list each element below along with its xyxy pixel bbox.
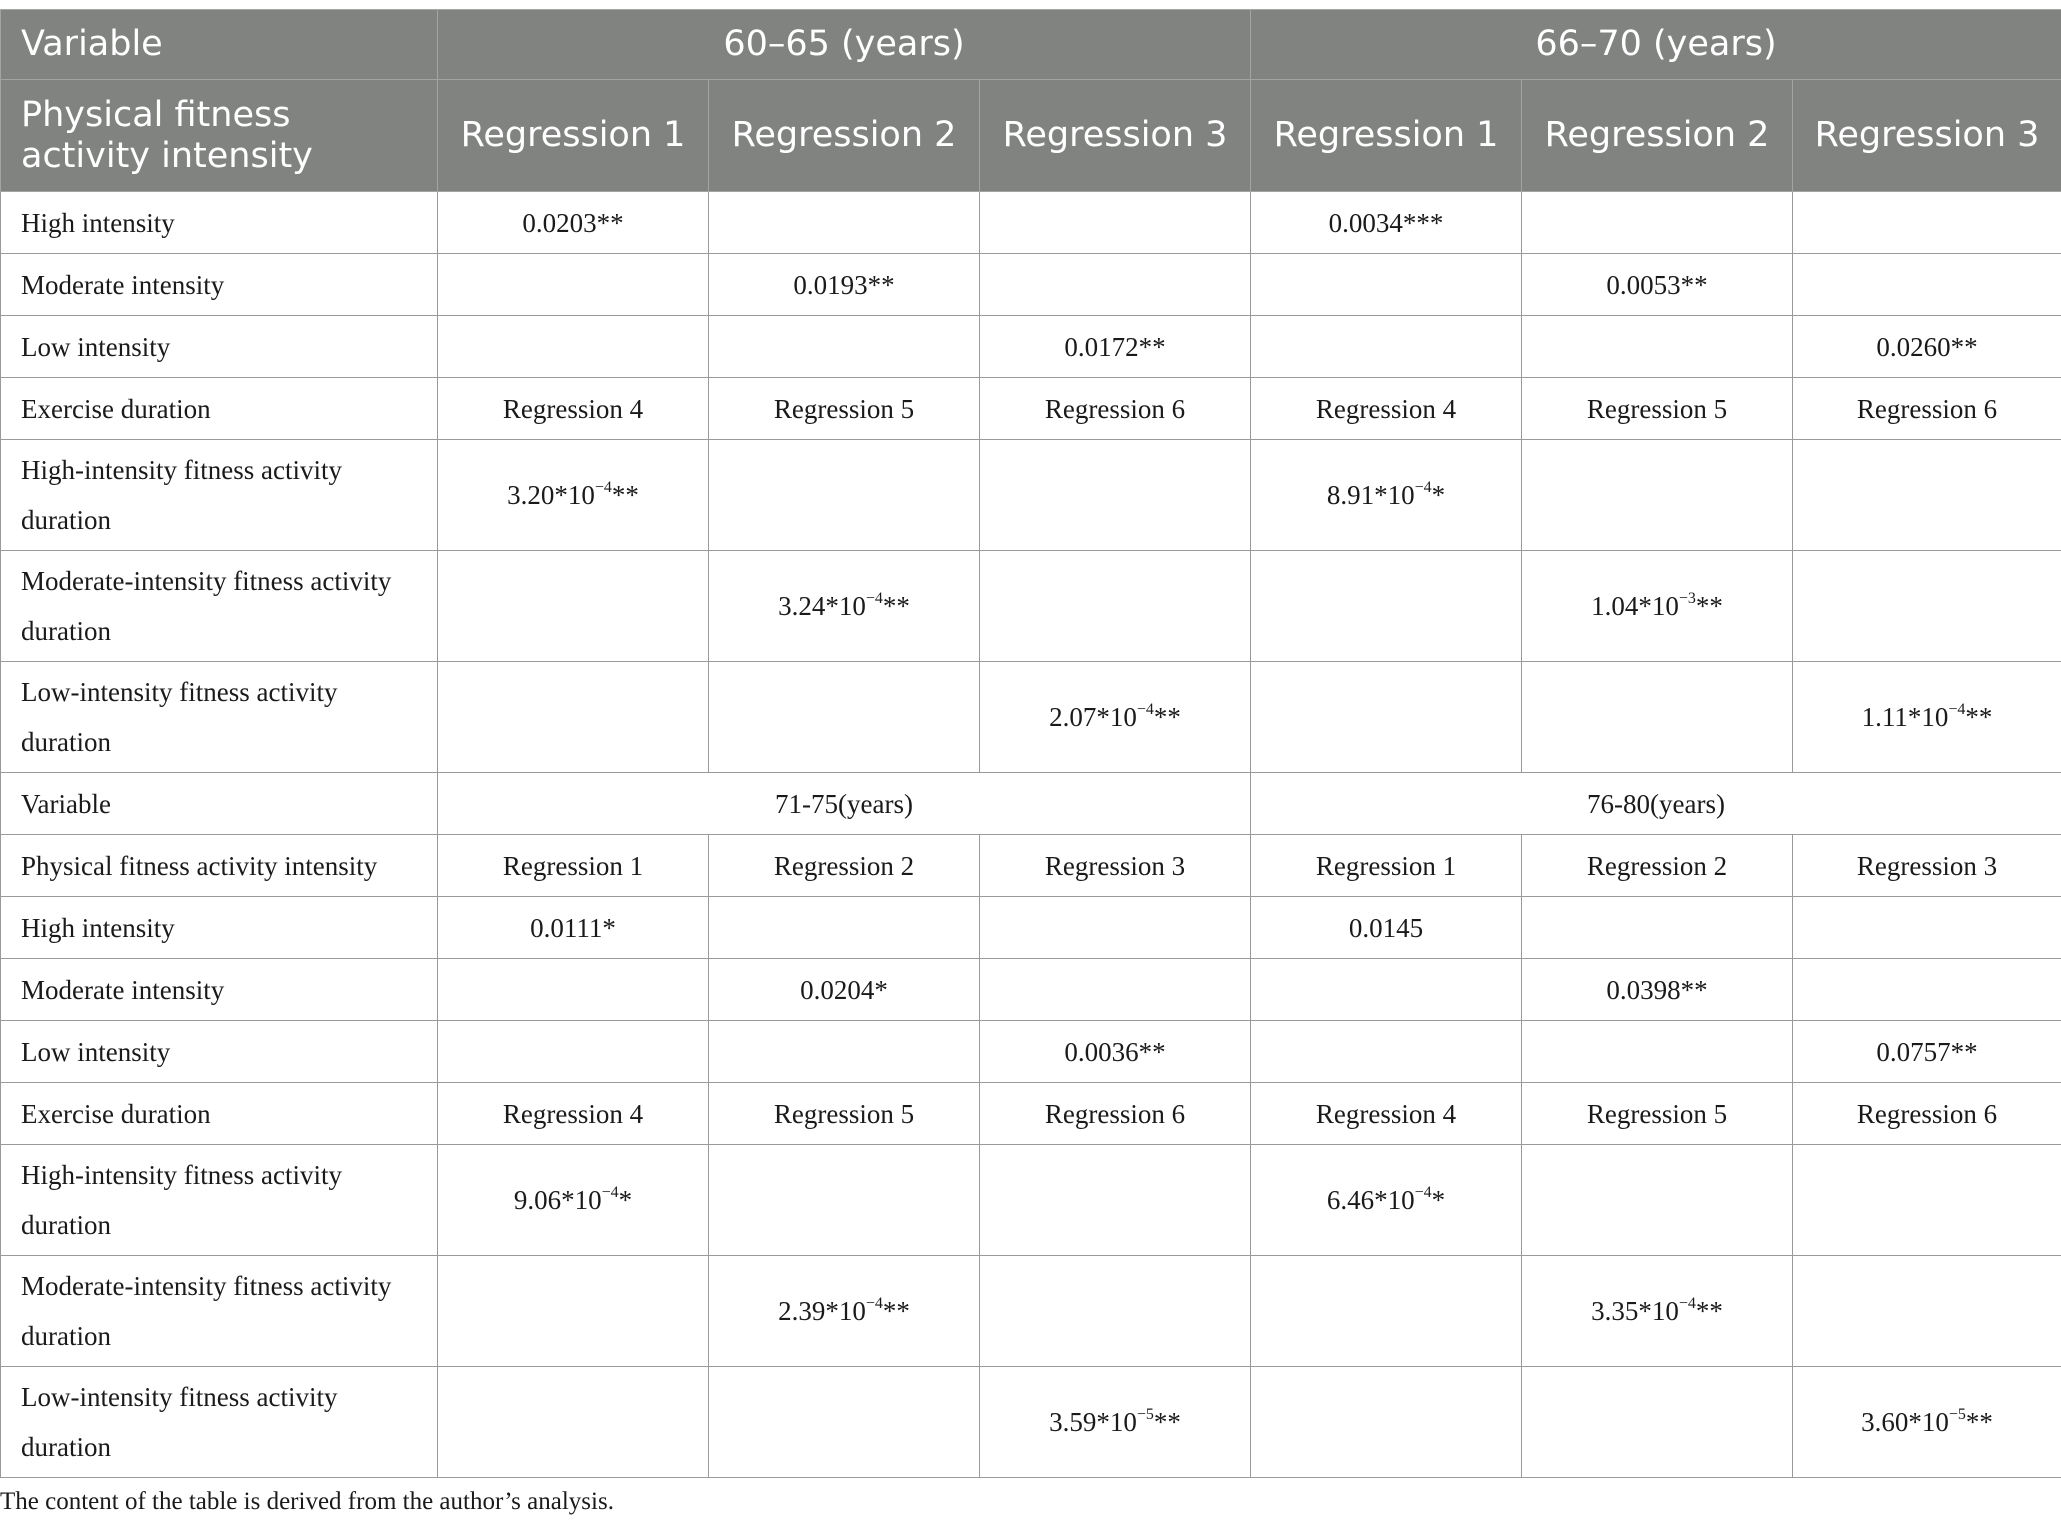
value-cell	[709, 959, 980, 1021]
value-base: 9.06*10	[513, 1185, 602, 1215]
value-base: Regression 5	[773, 1098, 915, 1129]
value-base: Regression 6	[1044, 1098, 1186, 1129]
value-exponent: −4	[601, 1184, 619, 1201]
row-label: Low-intensity fitness activity duration	[1, 662, 438, 773]
value-cell	[438, 254, 709, 316]
value-base: Regression 6	[1044, 393, 1186, 424]
value-exponent: −4	[865, 1295, 883, 1312]
value-base: 0.0145	[1348, 912, 1424, 943]
value-cell	[438, 959, 709, 1021]
row-label: High-intensity fitness activity duration	[1, 440, 438, 551]
value-base: 2.39*10	[778, 1296, 866, 1326]
value-cell	[1793, 551, 2061, 662]
value-cell	[1522, 254, 1793, 316]
value-cell	[980, 1021, 1251, 1083]
significance-stars: *	[1431, 1185, 1446, 1215]
value-base: Regression 3	[1856, 850, 1998, 881]
value-exponent: −3	[1678, 590, 1696, 607]
value-cell	[1251, 1021, 1522, 1083]
table-row	[1, 192, 2061, 254]
row-label: Moderate intensity	[1, 959, 438, 1021]
value-base: 3.60*10	[1861, 1407, 1949, 1437]
value-cell	[1251, 1256, 1522, 1367]
value-base: 1.11*10	[1861, 702, 1949, 732]
row-label: Low intensity	[1, 316, 438, 378]
value-cell	[1522, 551, 1793, 662]
value-exponent: −4	[594, 479, 612, 496]
value-base: Regression 2	[773, 850, 915, 881]
value-cell	[980, 254, 1251, 316]
row-label: Physical fitness activity intensity	[1, 835, 438, 897]
table-row	[1, 254, 2061, 316]
value-cell	[1793, 835, 2061, 897]
significance-stars: **	[882, 591, 910, 621]
value-cell	[1522, 959, 1793, 1021]
value-base: Regression 4	[1315, 393, 1457, 424]
value-cell	[709, 316, 980, 378]
value-cell	[1522, 835, 1793, 897]
value-cell	[1251, 378, 1522, 440]
significance-stars: **	[1965, 1407, 1993, 1437]
value-base: 0.0204*	[800, 974, 888, 1005]
value-cell	[709, 1145, 980, 1256]
value-cell	[709, 897, 980, 959]
value-exponent: −5	[1948, 1406, 1966, 1423]
value-base: 0.0111*	[530, 912, 616, 943]
value-cell	[438, 1367, 709, 1478]
value-base: Regression 3	[1044, 850, 1186, 881]
row-label: Variable	[1, 773, 438, 835]
value-base: 0.0036**	[1064, 1036, 1166, 1067]
value-cell	[1522, 316, 1793, 378]
table-row	[1, 959, 2061, 1021]
value-cell	[980, 440, 1251, 551]
value-cell	[709, 254, 980, 316]
value-cell	[980, 835, 1251, 897]
table-row	[1, 378, 2061, 440]
value-cell	[1522, 1256, 1793, 1367]
value-cell	[1251, 551, 1522, 662]
value-base: Regression 2	[1586, 850, 1728, 881]
value-cell	[980, 959, 1251, 1021]
value-base: 3.59*10	[1049, 1407, 1137, 1437]
significance-stars: *	[1431, 480, 1446, 510]
significance-stars: **	[1695, 591, 1723, 621]
table-row	[1, 835, 2061, 897]
value-cell	[438, 1083, 709, 1145]
table-footnote: The content of the table is derived from the author’s analysis.	[0, 1488, 614, 1515]
value-cell	[980, 897, 1251, 959]
significance-stars: *	[618, 1185, 633, 1215]
value-cell	[1251, 662, 1522, 773]
row-label: Low-intensity fitness activity duration	[1, 1367, 438, 1478]
value-cell	[438, 1145, 709, 1256]
header-age-group-66-70: 66–70 (years)	[1251, 10, 2061, 80]
value-base: Regression 4	[502, 1098, 644, 1129]
value-cell	[438, 897, 709, 959]
significance-stars: **	[1965, 702, 1993, 732]
value-cell	[1251, 835, 1522, 897]
table-row	[1, 662, 2061, 773]
significance-stars: **	[1153, 702, 1181, 732]
value-base: Regression 4	[502, 393, 644, 424]
value-base: 0.0757**	[1876, 1036, 1978, 1067]
header-row-regressions	[1, 80, 2061, 192]
value-cell	[1522, 440, 1793, 551]
table-row	[1, 897, 2061, 959]
value-base: 0.0398**	[1606, 974, 1708, 1005]
value-exponent: −4	[1678, 1295, 1696, 1312]
value-cell	[1793, 254, 2061, 316]
value-exponent: −4	[1414, 1184, 1432, 1201]
value-base: 0.0172**	[1064, 331, 1166, 362]
value-cell	[709, 662, 980, 773]
header-intensity-label: Physical fitness activity intensity	[1, 80, 438, 192]
value-cell	[1793, 897, 2061, 959]
table-row	[1, 773, 2061, 835]
header-regression: Regression 3	[980, 80, 1251, 192]
value-base: 1.04*10	[1591, 591, 1679, 621]
header-row-groups	[1, 10, 2061, 80]
value-cell	[1251, 254, 1522, 316]
value-cell	[980, 1256, 1251, 1367]
value-cell	[1793, 959, 2061, 1021]
value-cell	[980, 1367, 1251, 1478]
value-base: 3.35*10	[1591, 1296, 1679, 1326]
table-row	[1, 1083, 2061, 1145]
value-cell	[1522, 378, 1793, 440]
table-row	[1, 1021, 2061, 1083]
value-base: Regression 6	[1856, 1098, 1998, 1129]
value-cell	[709, 1256, 980, 1367]
row-label: High intensity	[1, 192, 438, 254]
value-cell	[1251, 316, 1522, 378]
value-cell	[438, 440, 709, 551]
table-row	[1, 1256, 2061, 1367]
value-cell	[1522, 1083, 1793, 1145]
table-header	[1, 10, 2061, 192]
value-cell	[1793, 1145, 2061, 1256]
significance-stars: **	[611, 480, 639, 510]
header-regression: Regression 1	[1251, 80, 1522, 192]
header-regression: Regression 3	[1793, 80, 2061, 192]
value-cell	[1793, 1367, 2061, 1478]
value-exponent: −4	[1414, 479, 1432, 496]
value-cell	[709, 835, 980, 897]
value-cell	[709, 1083, 980, 1145]
value-cell	[980, 316, 1251, 378]
value-base: 0.0193**	[793, 269, 895, 300]
value-base: 8.91*10	[1326, 480, 1415, 510]
value-cell	[1793, 378, 2061, 440]
table-row	[1, 316, 2061, 378]
value-cell	[1793, 192, 2061, 254]
table-row	[1, 1145, 2061, 1256]
value-base: Regression 6	[1856, 393, 1998, 424]
value-cell	[438, 378, 709, 440]
results-table-container	[0, 9, 2061, 1478]
value-cell	[1522, 1021, 1793, 1083]
value-exponent: −4	[865, 590, 883, 607]
value-cell	[980, 192, 1251, 254]
value-cell	[438, 662, 709, 773]
value-cell	[709, 1021, 980, 1083]
value-cell	[1251, 1145, 1522, 1256]
value-cell	[980, 1145, 1251, 1256]
row-label: Exercise duration	[1, 1083, 438, 1145]
value-cell	[1251, 897, 1522, 959]
value-base: Regression 1	[1315, 850, 1457, 881]
value-cell	[1793, 1083, 2061, 1145]
age-group-cell: 71-75(years)	[438, 773, 1251, 835]
age-group-cell: 76-80(years)	[1251, 773, 2061, 835]
value-cell	[438, 1256, 709, 1367]
value-cell	[709, 1367, 980, 1478]
value-base: Regression 1	[502, 850, 644, 881]
row-label: Moderate intensity	[1, 254, 438, 316]
value-cell	[980, 378, 1251, 440]
value-cell	[1793, 316, 2061, 378]
header-regression: Regression 1	[438, 80, 709, 192]
table-row	[1, 1367, 2061, 1478]
regression-results-table	[0, 9, 2061, 1478]
value-base: 0.0260**	[1876, 331, 1978, 362]
value-base: 3.20*10	[507, 480, 595, 510]
value-cell	[1251, 192, 1522, 254]
value-cell	[980, 551, 1251, 662]
value-cell	[1793, 440, 2061, 551]
value-base: Regression 4	[1315, 1098, 1457, 1129]
value-cell	[1251, 1083, 1522, 1145]
value-cell	[1793, 662, 2061, 773]
row-label: Exercise duration	[1, 378, 438, 440]
value-cell	[1793, 1256, 2061, 1367]
value-cell	[1522, 192, 1793, 254]
row-label: Moderate-intensity fitness activity duration	[1, 551, 438, 662]
value-cell	[709, 378, 980, 440]
significance-stars: **	[1153, 1407, 1181, 1437]
row-label: Moderate-intensity fitness activity duration	[1, 1256, 438, 1367]
value-cell	[1793, 1021, 2061, 1083]
header-regression: Regression 2	[709, 80, 980, 192]
table-row	[1, 440, 2061, 551]
value-cell	[1251, 959, 1522, 1021]
value-cell	[709, 551, 980, 662]
value-cell	[1251, 440, 1522, 551]
value-base: 3.24*10	[778, 591, 866, 621]
value-cell	[980, 662, 1251, 773]
value-base: Regression 5	[1586, 1098, 1728, 1129]
value-base: Regression 5	[773, 393, 915, 424]
value-cell	[438, 835, 709, 897]
header-regression: Regression 2	[1522, 80, 1793, 192]
significance-stars: **	[1695, 1296, 1723, 1326]
value-base: 0.0034***	[1328, 207, 1444, 238]
value-base: 6.46*10	[1326, 1185, 1415, 1215]
value-cell	[709, 192, 980, 254]
significance-stars: **	[882, 1296, 910, 1326]
value-base: 0.0053**	[1606, 269, 1708, 300]
value-base: 2.07*10	[1049, 702, 1137, 732]
value-base: 0.0203**	[522, 207, 624, 238]
value-cell	[1522, 897, 1793, 959]
value-cell	[1522, 662, 1793, 773]
value-cell	[438, 551, 709, 662]
header-variable: Variable	[1, 10, 438, 80]
value-cell	[1251, 1367, 1522, 1478]
value-exponent: −4	[1136, 701, 1154, 718]
value-base: Regression 5	[1586, 393, 1728, 424]
table-row	[1, 551, 2061, 662]
value-cell	[1522, 1145, 1793, 1256]
value-exponent: −4	[1948, 701, 1966, 718]
value-exponent: −5	[1136, 1406, 1154, 1423]
value-cell	[438, 1021, 709, 1083]
value-cell	[438, 192, 709, 254]
value-cell	[1522, 1367, 1793, 1478]
row-label: High intensity	[1, 897, 438, 959]
row-label: High-intensity fitness activity duration	[1, 1145, 438, 1256]
value-cell	[438, 316, 709, 378]
value-cell	[980, 1083, 1251, 1145]
header-age-group-60-65: 60–65 (years)	[438, 10, 1251, 80]
value-cell	[709, 440, 980, 551]
row-label: Low intensity	[1, 1021, 438, 1083]
table-body	[1, 192, 2061, 1478]
